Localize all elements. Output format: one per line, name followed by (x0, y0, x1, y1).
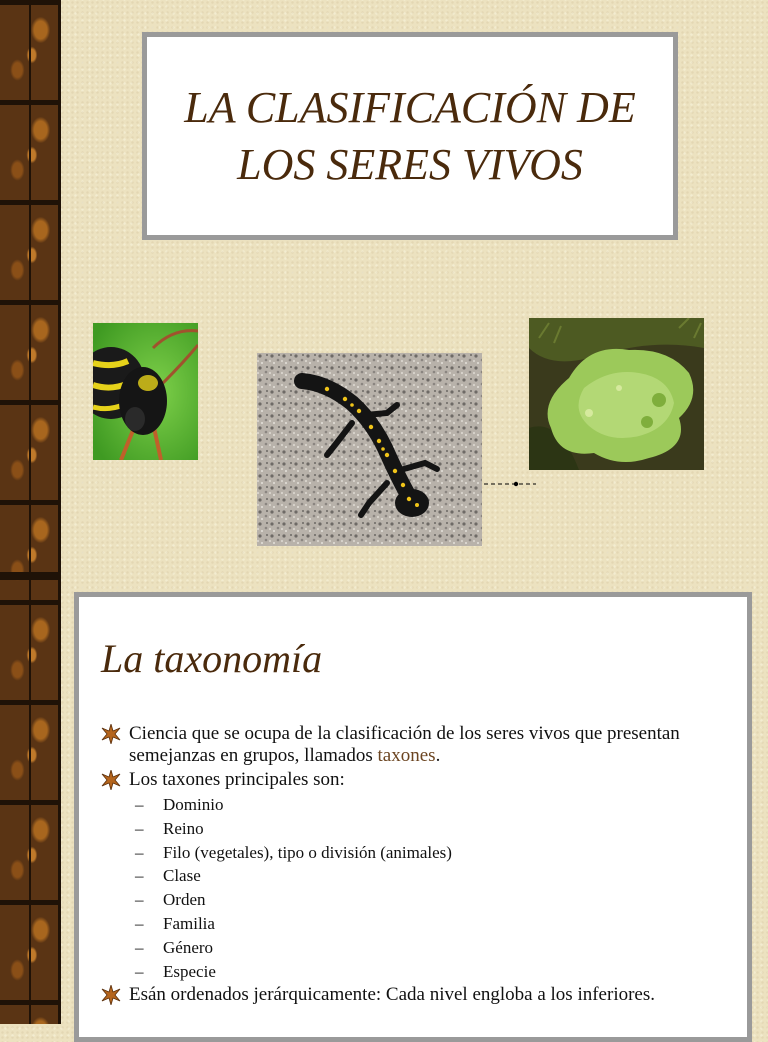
bullet-text: Esán ordenados jerárquicamente: Cada nivel engloba a los inferiores. (129, 984, 655, 1006)
dash-bullet: – (135, 961, 144, 981)
bullet-item (101, 984, 741, 1006)
bullet-text: Ciencia que se ocupa de la clasificación de los seres vivos que presentan semejanzas en grupos, llamados taxones. (129, 723, 680, 766)
taxon-list (135, 793, 741, 983)
bullet-item (101, 769, 741, 791)
liverwort-photo (529, 318, 704, 470)
taxon-item: – Familia (135, 912, 741, 936)
taxones-highlight: taxones (377, 745, 436, 766)
taxon-item: – Reino (135, 817, 741, 841)
taxon-item: – Filo (vegetales), tipo o división (animales) (135, 841, 741, 865)
taxon-item: – Orden (135, 888, 741, 912)
dash-bullet: – (135, 842, 144, 862)
connector-line (484, 478, 536, 490)
bullet-item (101, 723, 741, 767)
content-heading: La taxonomía (101, 636, 323, 681)
dash-bullet: – (135, 937, 144, 957)
taxon-item: – Dominio (135, 793, 741, 817)
star-bullet-icon (101, 984, 129, 1006)
slide-title-line1: LA CLASIFICACIÓN DE (184, 82, 636, 132)
dash-bullet: – (135, 866, 144, 886)
taxon-item: – Género (135, 936, 741, 960)
slide-title-line2: LOS SERES VIVOS (237, 140, 583, 189)
content-box (74, 592, 752, 1042)
bullet-list (101, 723, 741, 1008)
salamander-photo (257, 353, 482, 546)
star-bullet-icon (101, 723, 129, 745)
taxon-item: – Especie (135, 960, 741, 984)
star-bullet-icon (101, 769, 129, 791)
dash-bullet: – (135, 890, 144, 910)
dash-bullet: – (135, 795, 144, 814)
taxon-item: – Clase (135, 864, 741, 888)
title-box (142, 32, 678, 240)
slide-title (150, 79, 670, 193)
bullet-text: Los taxones principales son: (129, 769, 345, 790)
beetle-photo (93, 323, 198, 460)
dash-bullet: – (135, 818, 144, 838)
dash-bullet: – (135, 913, 144, 933)
decorative-border-strip (0, 0, 61, 1024)
